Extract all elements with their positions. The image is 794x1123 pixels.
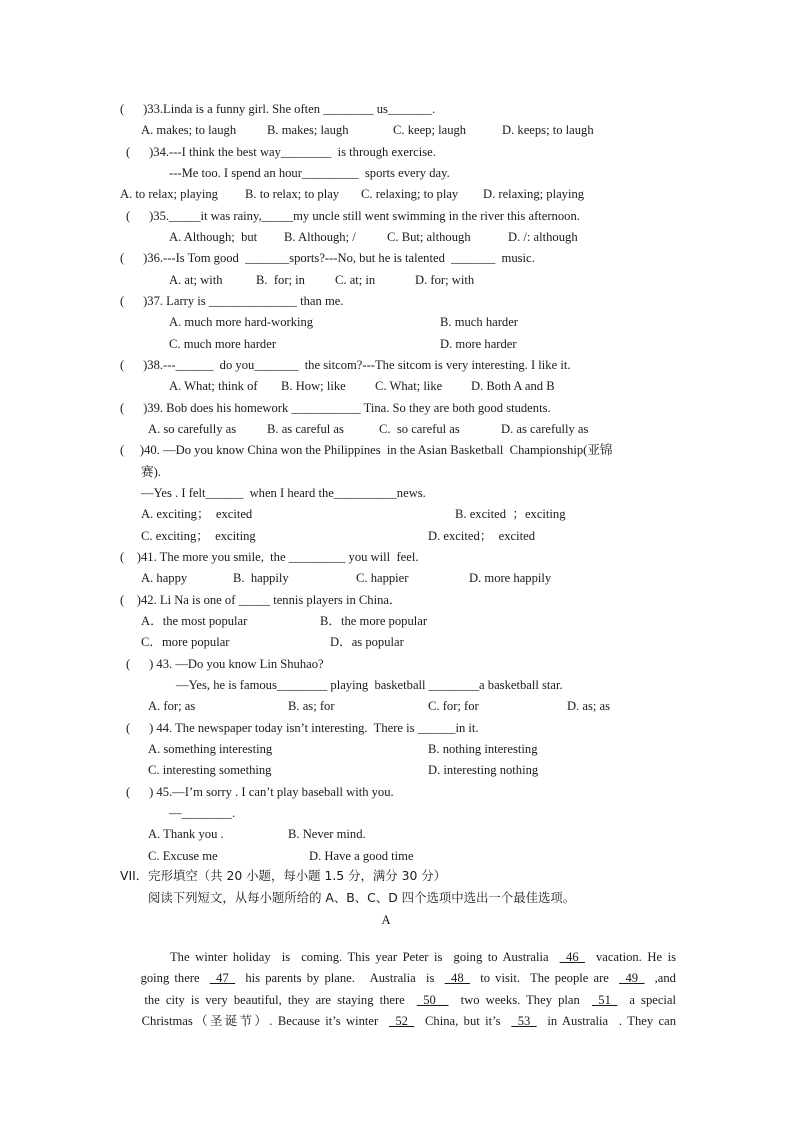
- question-38-option-b: B. How; like: [281, 379, 346, 393]
- question-34-option-b: B. to relax; to play: [245, 187, 340, 201]
- blank-51: _51_: [591, 993, 618, 1007]
- question-44-option-a: A. something interesting: [148, 742, 273, 756]
- section-heading: VII．完形填空（共 20 小题，每小题 1.5 分，满分 30 分）: [120, 868, 447, 883]
- blank-47: _47_: [209, 971, 236, 985]
- question-39-option-b: B. as careful as: [267, 422, 344, 436]
- question-37-option-c: C. much more harder: [169, 337, 277, 351]
- question-40-stem-reply: —Yes . I felt______ when I heard the__________news.: [141, 486, 426, 500]
- question-36-option-c: C. at; in: [335, 273, 376, 287]
- question-41-option-c: C. happier: [356, 571, 409, 585]
- question-38-option-a: A. What; think of: [169, 379, 258, 393]
- question-39-stem: ( )39. Bob does his homework ___________ Tina. So they are both good students.: [120, 401, 551, 415]
- question-35-stem: ( )35._____it was rainy,_____my uncle still went swimming in the river this afternoon.: [126, 209, 580, 223]
- question-40-option-a: A. exciting； excited: [141, 507, 253, 521]
- passage-label: A: [381, 913, 391, 927]
- question-34-stem-reply: ---Me too. I spend an hour_________ sports every day.: [169, 166, 450, 180]
- question-45-option-a: A. Thank you .: [148, 827, 224, 841]
- question-45-option-c: C. Excuse me: [148, 849, 218, 863]
- question-45-option-b: B. Never mind.: [288, 827, 366, 841]
- question-38-option-c: C. What; like: [375, 379, 443, 393]
- question-41-option-b: B. happily: [233, 571, 289, 585]
- question-38-stem: ( )38.---______ do you_______ the sitcom?---The sitcom is very interesting. I like it.: [120, 358, 571, 372]
- question-43-option-c: C. for; for: [428, 699, 479, 713]
- question-35-option-b: B. Although; /: [284, 230, 356, 244]
- question-40-stem: ( )40. —Do you know China won the Philippines in the Asian Basketball Championship(亚锦: [120, 443, 613, 457]
- question-34-option-d: D. relaxing; playing: [483, 187, 585, 201]
- question-35-option-a: A. Although; but: [169, 230, 258, 244]
- blank-50: _50__: [416, 993, 449, 1007]
- question-41-stem: ( )41. The more you smile, the _________ you will feel.: [120, 550, 419, 564]
- question-43-option-a: A. for; as: [148, 699, 196, 713]
- question-44-option-c: C. interesting something: [148, 763, 272, 777]
- question-43-stem-reply: —Yes, he is famous________ playing basketball ________a basketball star.: [176, 678, 563, 692]
- question-36-stem: ( )36.---Is Tom good _______sports?---No, but he is talented _______ music.: [120, 251, 535, 265]
- question-40-option-b: B. excited ；exciting: [455, 507, 566, 521]
- question-37-stem: ( )37. Larry is ______________ than me.: [120, 294, 344, 308]
- question-37-option-d: D. more harder: [440, 337, 517, 351]
- question-36-option-a: A. at; with: [169, 273, 223, 287]
- question-39-option-d: D. as carefully as: [501, 422, 589, 436]
- question-35-option-c: C. But; although: [387, 230, 471, 244]
- question-39-option-a: A. so carefully as: [148, 422, 237, 436]
- passage-line-3: the city is very beautiful, they are staying there _50__ two weeks. They plan _51_ a special: [144, 993, 677, 1007]
- blank-46: _46_: [559, 950, 585, 964]
- question-34-option-a: A. to relax; playing: [120, 187, 218, 201]
- question-34-stem: ( )34.---I think the best way________ is through exercise.: [126, 145, 436, 159]
- question-40-option-c: C. exciting； exciting: [141, 529, 256, 543]
- blank-52: _52_: [389, 1014, 415, 1028]
- question-43-option-b: B. as; for: [288, 699, 335, 713]
- question-44-stem: ( ) 44. The newspaper today isn’t interesting. There is ______in it.: [126, 721, 479, 735]
- question-43-stem: ( ) 43. —Do you know Lin Shuhao?: [126, 657, 324, 671]
- question-44-option-b: B. nothing interesting: [428, 742, 538, 756]
- blank-49: _49_: [619, 971, 645, 985]
- section-instruction: 阅读下列短文，从每小题所给的 A、B、C、D 四个选项中选出一个最佳选项。: [148, 890, 576, 905]
- blank-48: _48_: [444, 971, 470, 985]
- question-40-option-d: D. excited； excited: [428, 529, 536, 543]
- question-36-option-d: D. for; with: [415, 273, 475, 287]
- question-45-stem-reply: —________.: [169, 806, 236, 820]
- question-41-option-d: D. more happily: [469, 571, 552, 585]
- question-42-option-a: A．the most popular: [141, 614, 248, 628]
- question-33-option-a: A. makes; to laugh: [141, 123, 237, 137]
- question-34-option-c: C. relaxing; to play: [361, 187, 459, 201]
- blank-53: _53_: [511, 1014, 537, 1028]
- question-39-option-c: C. so careful as: [379, 422, 460, 436]
- question-36-option-b: B. for; in: [256, 273, 305, 287]
- question-43-option-d: D. as; as: [567, 699, 611, 713]
- question-37-option-a: A. much more hard-working: [169, 315, 314, 329]
- question-45-option-d: D. Have a good time: [309, 849, 414, 863]
- question-44-option-d: D. interesting nothing: [428, 763, 539, 777]
- passage-line-2: going there _47_ his parents by plane. Australia is _48_ to visit. The people are _49_ ,and: [140, 971, 676, 985]
- question-35-option-d: D. /: although: [508, 230, 578, 244]
- question-33-option-c: C. keep; laugh: [393, 123, 467, 137]
- question-42-stem: ( )42. Li Na is one of _____ tennis players in China．: [120, 593, 402, 607]
- question-33-stem: ( )33.Linda is a funny girl. She often ________ us_______.: [120, 102, 436, 116]
- question-45-stem: ( ) 45.—I’m sorry . I can’t play baseball with you.: [126, 785, 394, 799]
- question-40-stem-continued: 赛).: [141, 465, 161, 479]
- question-37-option-b: B. much harder: [440, 315, 518, 329]
- question-42-option-b: B．the more popular: [320, 614, 428, 628]
- question-33-option-b: B. makes; laugh: [267, 123, 349, 137]
- question-42-option-d: D．as popular: [330, 635, 404, 649]
- passage-line-4: Christmas（圣诞节）. Because it’s winter _52_ China, but it’s _53_ in Australia . They can: [141, 1014, 677, 1028]
- passage-line-1: The winter holiday is coming. This year Peter is going to Australia _46_ vacation. He is: [169, 950, 676, 964]
- question-38-option-d: D. Both A and B: [471, 379, 555, 393]
- question-42-option-c: C．more popular: [141, 635, 230, 649]
- question-33-option-d: D. keeps; to laugh: [502, 123, 594, 137]
- question-41-option-a: A. happy: [141, 571, 188, 585]
